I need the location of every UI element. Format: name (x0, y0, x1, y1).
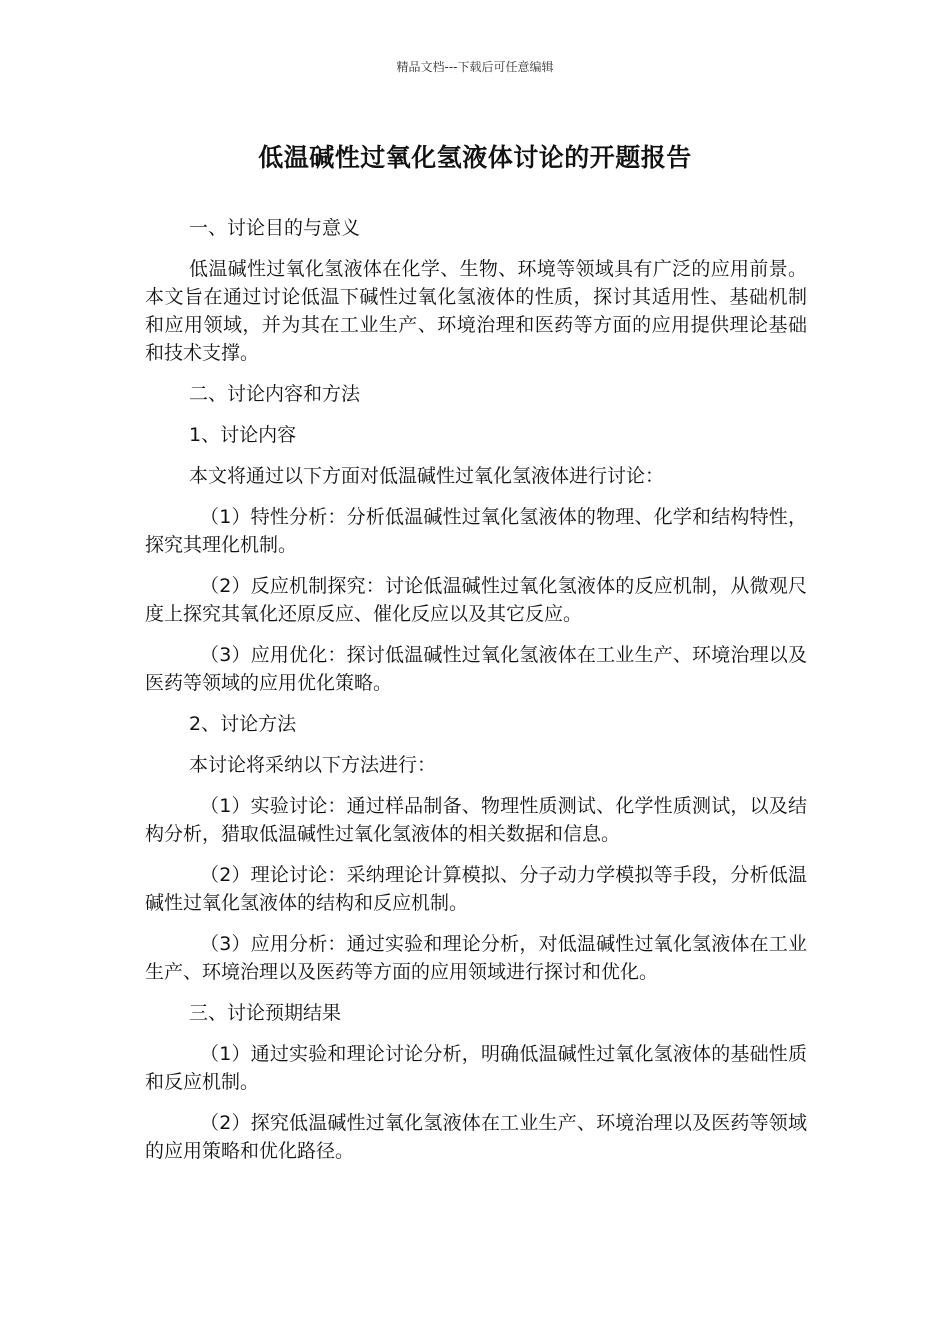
list-item-content-1: （1）特性分析：分析低温碱性过氧化氢液体的物理、化学和结构特性，探究其理化机制。 (145, 506, 807, 556)
list-item-method-1: （1）实验讨论：通过样品制备、物理性质测试、化学性质测试，以及结构分析，猎取低温碱性过氧化氢液体的相关数据和信息。 (145, 795, 807, 845)
paragraph-content-intro: 本文将通过以下方面对低温碱性过氧化氢液体进行讨论： (189, 465, 665, 487)
subheading-method: 2、讨论方法 (189, 713, 297, 735)
header-note: 精品文档---下载后可任意编辑 (396, 60, 554, 74)
subheading-content: 1、讨论内容 (189, 424, 297, 446)
list-item-method-3: （3）应用分析：通过实验和理论分析，对低温碱性过氧化氢液体在工业生产、环境治理以及医药等方面的应用领域进行探讨和优化。 (145, 933, 807, 983)
section-heading-purpose: 一、讨论目的与意义 (189, 217, 361, 239)
list-item-result-1: （1）通过实验和理论讨论分析，明确低温碱性过氧化氢液体的基础性质和反应机制。 (145, 1043, 807, 1093)
section-heading-expected-results: 三、讨论预期结果 (189, 1002, 342, 1024)
paragraph-purpose: 低温碱性过氧化氢液体在化学、生物、环境等领域具有广泛的应用前景。本文旨在通过讨论低温下碱性过氧化氢液体的性质，探讨其适用性、基础机制和应用领域，并为其在工业生产、环境治理和医药等方面的应用提供理论基础和技术支撑。 (145, 258, 807, 364)
list-item-result-2: （2）探究低温碱性过氧化氢液体在工业生产、环境治理以及医药等领域的应用策略和优化路径。 (145, 1112, 807, 1162)
document-title: 低温碱性过氧化氢液体讨论的开题报告 (258, 143, 692, 172)
document-body (145, 214, 807, 1178)
list-item-content-3: （3）应用优化：探讨低温碱性过氧化氢液体在工业生产、环境治理以及医药等领域的应用优化策略。 (145, 644, 807, 694)
list-item-method-2: （2）理论讨论：采纳理论计算模拟、分子动力学模拟等手段，分析低温碱性过氧化氢液体的结构和反应机制。 (145, 864, 807, 914)
list-item-content-2: （2）反应机制探究：讨论低温碱性过氧化氢液体的反应机制，从微观尺度上探究其氧化还原反应、催化反应以及其它反应。 (145, 575, 807, 625)
paragraph-method-intro: 本讨论将采纳以下方法进行： (189, 754, 437, 776)
section-heading-content-method: 二、讨论内容和方法 (189, 383, 361, 405)
